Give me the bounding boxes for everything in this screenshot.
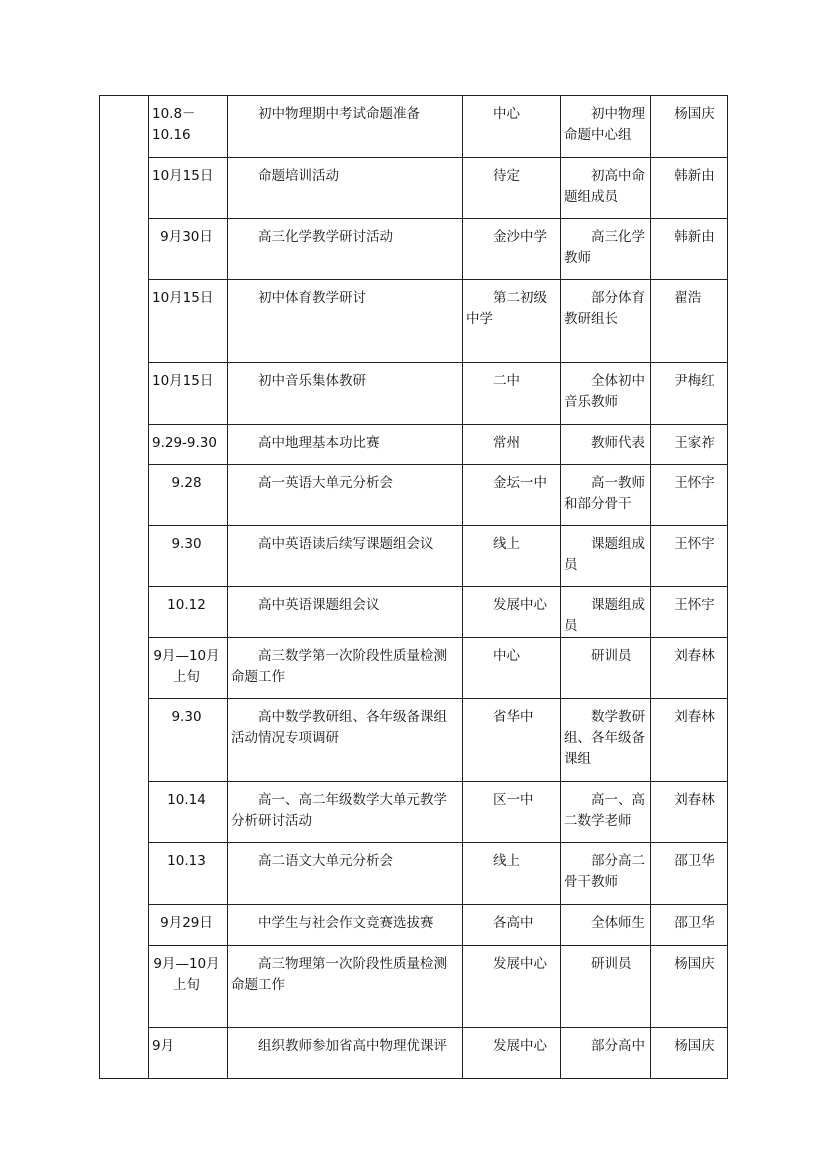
topic-cell: 初中音乐集体教研	[228, 363, 463, 425]
table-row	[100, 158, 728, 219]
target-cell: 全体初中音乐教师	[561, 363, 651, 425]
target-cell: 研训员	[561, 946, 651, 1028]
person-cell: 王怀宇	[651, 587, 728, 638]
table-row	[100, 280, 728, 363]
date-cell: 10.12	[149, 587, 228, 638]
target-cell: 数学教研组、各年级备课组	[561, 699, 651, 782]
target-cell: 部分高二骨干教师	[561, 843, 651, 905]
target-cell: 全体师生	[561, 905, 651, 946]
place-cell: 线上	[463, 843, 561, 905]
place-cell: 中心	[463, 96, 561, 158]
place-cell: 区一中	[463, 782, 561, 843]
table-row	[100, 363, 728, 425]
topic-cell: 初中体育教学研讨	[228, 280, 463, 363]
person-cell: 杨国庆	[651, 946, 728, 1028]
table-row	[100, 96, 728, 158]
place-cell: 中心	[463, 638, 561, 699]
target-cell: 课题组成员	[561, 526, 651, 587]
target-cell: 课题组成员	[561, 587, 651, 638]
topic-cell: 组织教师参加省高中物理优课评	[228, 1028, 463, 1079]
topic-cell: 高中地理基本功比赛	[228, 425, 463, 465]
table-row	[100, 843, 728, 905]
table-row	[100, 219, 728, 280]
date-cell: 9.29-9.30	[149, 425, 228, 465]
target-cell: 研训员	[561, 638, 651, 699]
topic-cell: 高中英语课题组会议	[228, 587, 463, 638]
person-cell: 邵卫华	[651, 905, 728, 946]
table-row	[100, 946, 728, 1028]
schedule-table	[99, 95, 728, 1079]
date-cell: 10.13	[149, 843, 228, 905]
person-cell: 王怀宇	[651, 465, 728, 526]
date-cell: 10月15日	[149, 363, 228, 425]
person-cell: 翟浩	[651, 280, 728, 363]
table-row	[100, 465, 728, 526]
date-cell: 9月	[149, 1028, 228, 1079]
date-cell: 10月15日	[149, 158, 228, 219]
table-row	[100, 526, 728, 587]
place-cell: 线上	[463, 526, 561, 587]
place-cell: 省华中	[463, 699, 561, 782]
person-cell: 刘春林	[651, 782, 728, 843]
table-row	[100, 782, 728, 843]
date-cell: 10.14	[149, 782, 228, 843]
table-row	[100, 699, 728, 782]
category-cell	[100, 96, 149, 1079]
place-cell: 发展中心	[463, 1028, 561, 1079]
table-row	[100, 905, 728, 946]
topic-cell: 中学生与社会作文竞赛选拔赛	[228, 905, 463, 946]
table-row	[100, 425, 728, 465]
place-cell: 各高中	[463, 905, 561, 946]
place-cell: 发展中心	[463, 587, 561, 638]
topic-cell: 高三化学教学研讨活动	[228, 219, 463, 280]
date-cell: 9月—10月上旬	[149, 638, 228, 699]
place-cell: 待定	[463, 158, 561, 219]
date-cell: 9月—10月上旬	[149, 946, 228, 1028]
topic-cell: 命题培训活动	[228, 158, 463, 219]
table-row	[100, 1028, 728, 1079]
date-cell: 9月29日	[149, 905, 228, 946]
person-cell: 尹梅红	[651, 363, 728, 425]
date-cell: 10月15日	[149, 280, 228, 363]
place-cell: 金坛一中	[463, 465, 561, 526]
table-row	[100, 587, 728, 638]
target-cell: 初高中命题组成员	[561, 158, 651, 219]
topic-cell: 高三数学第一次阶段性质量检测命题工作	[228, 638, 463, 699]
date-cell: 9.30	[149, 699, 228, 782]
person-cell: 刘春林	[651, 699, 728, 782]
date-cell: 9月30日	[149, 219, 228, 280]
place-cell: 二中	[463, 363, 561, 425]
target-cell: 部分高中	[561, 1028, 651, 1079]
date-cell: 9.30	[149, 526, 228, 587]
person-cell: 杨国庆	[651, 1028, 728, 1079]
topic-cell: 高中英语读后续写课题组会议	[228, 526, 463, 587]
person-cell: 韩新由	[651, 158, 728, 219]
person-cell: 杨国庆	[651, 96, 728, 158]
person-cell: 韩新由	[651, 219, 728, 280]
topic-cell: 高二语文大单元分析会	[228, 843, 463, 905]
target-cell: 初中物理命题中心组	[561, 96, 651, 158]
topic-cell: 高三物理第一次阶段性质量检测命题工作	[228, 946, 463, 1028]
date-cell: 10.8－10.16	[149, 96, 228, 158]
target-cell: 高一教师和部分骨干	[561, 465, 651, 526]
topic-cell: 高一英语大单元分析会	[228, 465, 463, 526]
date-cell: 9.28	[149, 465, 228, 526]
topic-cell: 初中物理期中考试命题准备	[228, 96, 463, 158]
target-cell: 高一、高二数学老师	[561, 782, 651, 843]
topic-cell: 高中数学教研组、各年级备课组活动情况专项调研	[228, 699, 463, 782]
target-cell: 部分体育教研组长	[561, 280, 651, 363]
topic-cell: 高一、高二年级数学大单元教学分析研讨活动	[228, 782, 463, 843]
place-cell: 金沙中学	[463, 219, 561, 280]
person-cell: 刘春林	[651, 638, 728, 699]
place-cell: 常州	[463, 425, 561, 465]
person-cell: 邵卫华	[651, 843, 728, 905]
person-cell: 王家祚	[651, 425, 728, 465]
place-cell: 发展中心	[463, 946, 561, 1028]
person-cell: 王怀宇	[651, 526, 728, 587]
place-cell: 第二初级中学	[463, 280, 561, 363]
target-cell: 高三化学教师	[561, 219, 651, 280]
table-row	[100, 638, 728, 699]
target-cell: 教师代表	[561, 425, 651, 465]
